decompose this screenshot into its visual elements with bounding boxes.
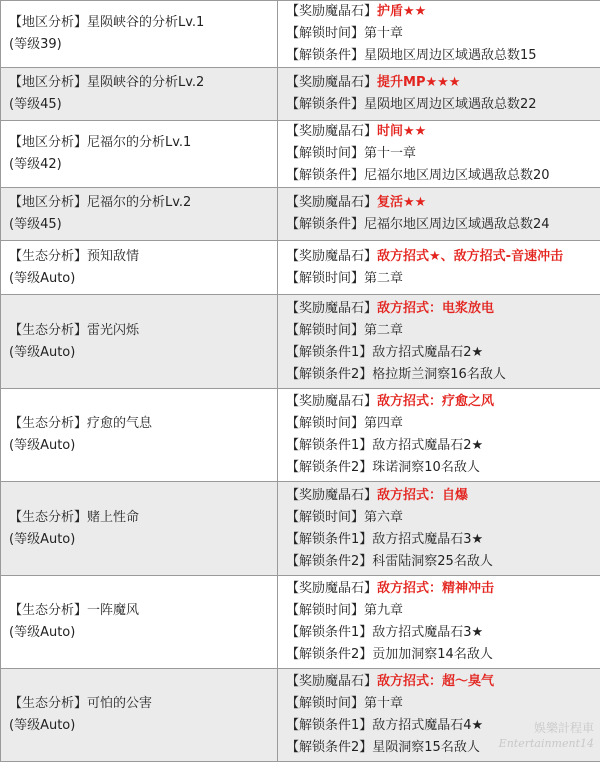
detail-cell [278,188,600,241]
detail-text: 【奖励魔晶石】 [286,301,377,316]
detail-text: 【解锁条件1】敌方招式魔晶石2★ [286,438,483,453]
analysis-cell [1,121,278,188]
condition-line [286,693,600,715]
table-row [1,482,600,576]
analysis-cell [1,295,278,389]
table-row [1,576,600,669]
detail-text: 【奖励魔晶石】 [286,75,377,90]
analysis-level: (等级45) [9,94,277,116]
analysis-cell [1,482,278,576]
reward-value: 时间★★ [377,124,426,139]
watermark [499,721,594,751]
detail-text: 【解锁时间】第六章 [286,510,403,525]
reward-value: 敌方招式★、敌方招式-音速冲击 [377,249,563,264]
detail-text: 【解锁条件1】敌方招式魔晶石4★ [286,718,483,733]
analysis-level: (等级39) [9,34,277,56]
table-row [1,295,600,389]
analysis-name: 【地区分析】尼福尔的分析Lv.2 [9,192,277,214]
analysis-level: (等级42) [9,154,277,176]
analysis-level: (等级Auto) [9,622,277,644]
analysis-name: 【生态分析】一阵魔风 [9,600,277,622]
detail-text: 【解锁时间】第二章 [286,323,403,338]
detail-cell [278,576,600,669]
analysis-cell [1,68,278,121]
reward-value: 敌方招式：超～臭气 [377,674,494,689]
detail-text: 【解锁条件2】科雷陆洞察25名敌人 [286,554,493,569]
detail-text: 【解锁条件2】珠诺洞察10名敌人 [286,460,480,475]
analysis-name: 【生态分析】预知敌情 [9,246,277,268]
detail-text: 【解锁时间】第四章 [286,416,403,431]
analysis-cell [1,576,278,669]
detail-text: 【解锁条件】星陨地区周边区域遇敌总数15 [286,48,537,63]
detail-text: 【奖励魔晶石】 [286,394,377,409]
reward-line [286,485,600,507]
condition-line [286,622,600,644]
condition-line [286,23,600,45]
detail-text: 【奖励魔晶石】 [286,195,377,210]
condition-line [286,320,600,342]
detail-text: 【解锁条件2】星陨洞察15名敌人 [286,740,480,755]
analysis-cell [1,241,278,295]
detail-text: 【奖励魔晶石】 [286,249,377,264]
condition-line [286,457,600,479]
condition-line [286,600,600,622]
analysis-cell [1,669,278,762]
analysis-name: 【生态分析】可怕的公害 [9,693,277,715]
detail-cell [278,1,600,68]
table-row [1,389,600,482]
detail-text: 【奖励魔晶石】 [286,488,377,503]
reward-value: 敌方招式：精神冲击 [377,581,494,596]
condition-line [286,507,600,529]
reward-value: 敌方招式：疗愈之风 [377,394,494,409]
condition-line [286,268,600,290]
detail-cell [278,241,600,295]
reward-value: 提升MP★★★ [377,75,460,90]
detail-text: 【解锁条件1】敌方招式魔晶石2★ [286,345,483,360]
detail-cell [278,295,600,389]
detail-text: 【奖励魔晶石】 [286,581,377,596]
detail-text: 【解锁时间】第二章 [286,271,403,286]
detail-text: 【解锁条件2】格拉斯兰洞察16名敌人 [286,367,506,382]
reward-value: 敌方招式：电浆放电 [377,301,494,316]
detail-text: 【解锁条件】星陨地区周边区域遇敌总数22 [286,97,537,112]
analysis-level: (等级Auto) [9,435,277,457]
table-row [1,241,600,295]
condition-line [286,214,600,236]
condition-line [286,364,600,386]
reward-line [286,72,600,94]
watermark-subtitle: Entertainment14 [499,736,594,751]
detail-cell [278,121,600,188]
analysis-name: 【生态分析】疗愈的气息 [9,413,277,435]
detail-text: 【解锁条件2】贡加加洞察14名敌人 [286,647,493,662]
detail-cell [278,68,600,121]
condition-line [286,435,600,457]
reward-value: 复活★★ [377,195,426,210]
condition-line [286,413,600,435]
watermark-title: 娛樂計程車 [499,721,594,736]
table-row [1,1,600,68]
condition-line [286,529,600,551]
analysis-name: 【地区分析】尼福尔的分析Lv.1 [9,132,277,154]
analysis-level: (等级45) [9,214,277,236]
detail-text: 【解锁条件】尼福尔地区周边区域遇敌总数20 [286,168,550,183]
detail-text: 【解锁条件】尼福尔地区周边区域遇敌总数24 [286,217,550,232]
reward-line [286,121,600,143]
analysis-level: (等级Auto) [9,268,277,290]
analysis-name: 【生态分析】赌上性命 [9,507,277,529]
detail-text: 【奖励魔晶石】 [286,674,377,689]
table-row [1,188,600,241]
detail-text: 【奖励魔晶石】 [286,124,377,139]
detail-cell [278,482,600,576]
detail-text: 【解锁条件1】敌方招式魔晶石3★ [286,532,483,547]
reward-line [286,298,600,320]
detail-text: 【解锁时间】第九章 [286,603,403,618]
reward-line [286,1,600,23]
condition-line [286,45,600,67]
analysis-level: (等级Auto) [9,715,277,737]
detail-text: 【解锁条件1】敌方招式魔晶石3★ [286,625,483,640]
detail-text: 【解锁时间】第十章 [286,26,403,41]
condition-line [286,342,600,364]
reward-line [286,671,600,693]
analysis-level: (等级Auto) [9,342,277,364]
detail-cell [278,389,600,482]
detail-text: 【奖励魔晶石】 [286,4,377,19]
reward-value: 敌方招式：自爆 [377,488,468,503]
analysis-name: 【生态分析】雷光闪烁 [9,320,277,342]
analysis-name: 【地区分析】星陨峡谷的分析Lv.1 [9,12,277,34]
table-row [1,121,600,188]
analysis-cell [1,1,278,68]
detail-text: 【解锁时间】第十章 [286,696,403,711]
condition-line [286,94,600,116]
analysis-level: (等级Auto) [9,529,277,551]
reward-line [286,246,600,268]
analysis-cell [1,188,278,241]
reward-value: 护盾★★ [377,4,426,19]
analysis-name: 【地区分析】星陨峡谷的分析Lv.2 [9,72,277,94]
reward-line [286,391,600,413]
condition-line [286,551,600,573]
condition-line [286,644,600,666]
analysis-cell [1,389,278,482]
reward-line [286,578,600,600]
table-row [1,68,600,121]
condition-line [286,165,600,187]
reward-line [286,192,600,214]
detail-text: 【解锁时间】第十一章 [286,146,416,161]
condition-line [286,143,600,165]
